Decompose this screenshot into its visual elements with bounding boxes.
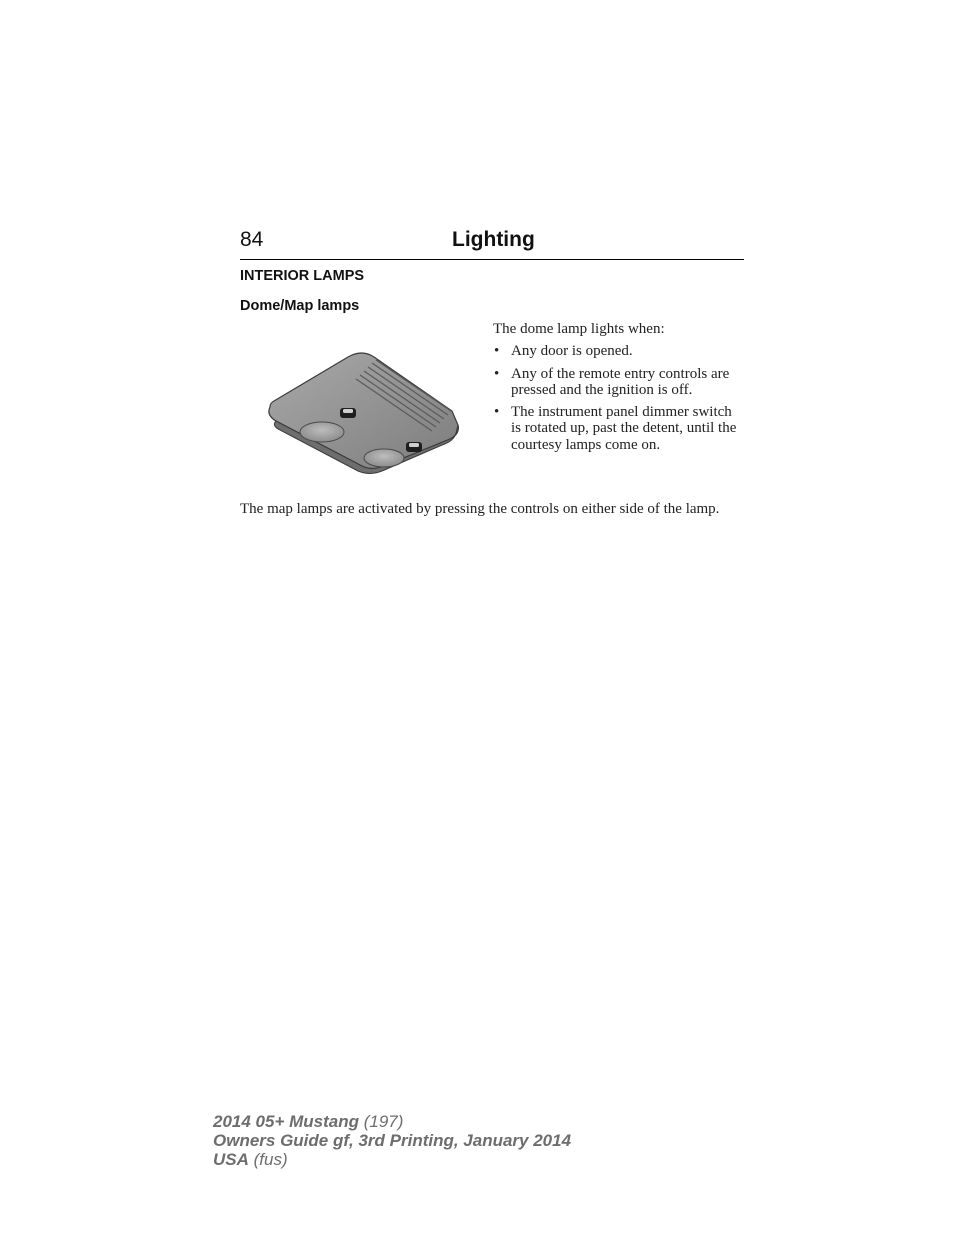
- list-item-text: Any door is opened.: [511, 343, 633, 360]
- footer-line-1: [213, 1112, 571, 1131]
- page-number: 84: [240, 228, 264, 251]
- footer-line-2: [213, 1131, 571, 1150]
- section-title: INTERIOR LAMPS: [240, 268, 365, 284]
- list-item: [493, 404, 745, 453]
- conditions-list: [493, 343, 745, 453]
- map-lamps-paragraph: The map lamps are activated by pressing the controls on either side of the lamp.: [240, 501, 720, 517]
- subsection-title: Dome/Map lamps: [240, 298, 360, 314]
- list-item: [493, 366, 745, 399]
- page-header: [240, 228, 744, 260]
- intro-text: The dome lamp lights when:: [493, 321, 665, 337]
- market: USA: [213, 1150, 249, 1169]
- chapter-title: Lighting: [452, 228, 535, 251]
- model-name: 2014 05+ Mustang: [213, 1112, 359, 1131]
- list-item: [493, 343, 745, 359]
- dome-lamp-description: [493, 321, 745, 459]
- footer-line-3: [213, 1150, 571, 1169]
- bullet-icon: •: [494, 365, 500, 382]
- footer: [213, 1112, 571, 1169]
- list-item-text: The instrument panel dimmer switch is rotated up, past the detent, until the courtesy lamps come on.: [511, 404, 737, 453]
- dome-map-lamp-illustration: [262, 345, 468, 477]
- model-code: (197): [359, 1112, 404, 1131]
- dome-lamp-icon: [262, 345, 468, 477]
- bullet-icon: •: [494, 343, 500, 360]
- printing-info: Owners Guide gf, 3rd Printing, January 2014: [213, 1131, 572, 1150]
- market-code: (fus): [248, 1150, 288, 1169]
- list-item-text: Any of the remote entry controls are pressed and the ignition is off.: [511, 365, 730, 398]
- bullet-icon: •: [494, 404, 500, 421]
